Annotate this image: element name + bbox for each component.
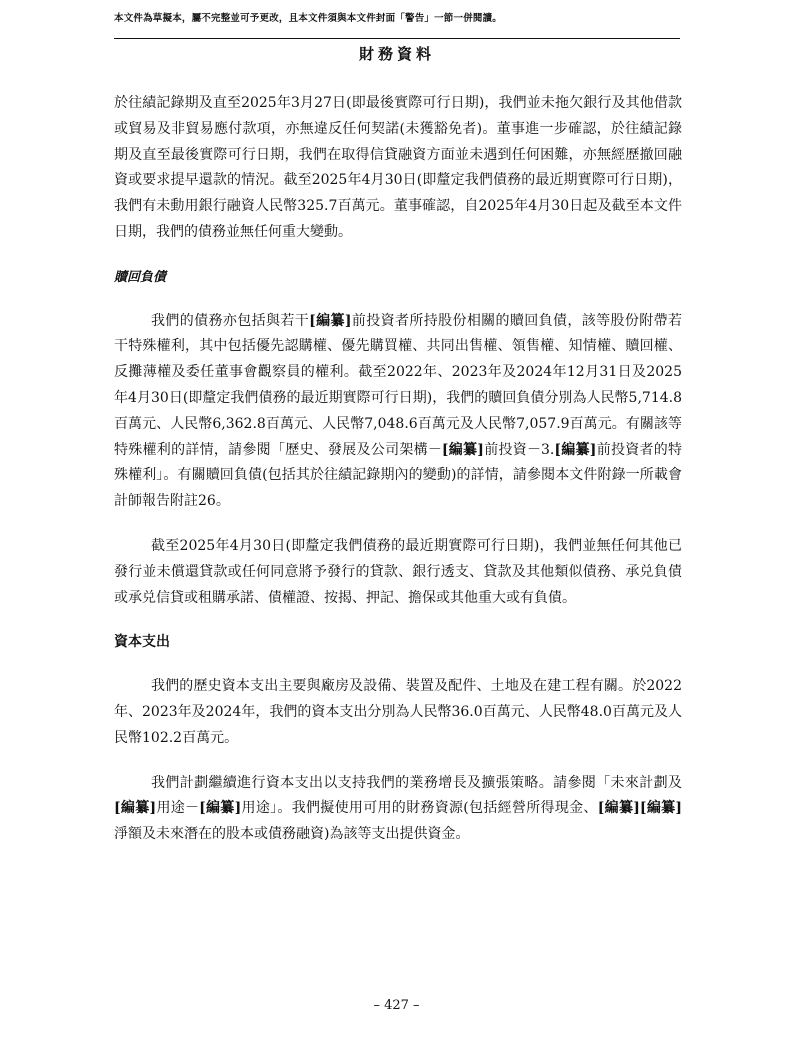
document-body (114, 91, 682, 848)
text-run: 用途」。我們擬使用可用的財務資源(包括經營所得現金、 (241, 800, 598, 817)
text-run: 前投資－3. (483, 441, 555, 458)
text-run: 淨額及未來潛在的股本或債務融資)為該等支出提供資金。 (114, 826, 470, 843)
redacted-marker: [編纂] (441, 441, 484, 458)
heading-capital-expenditure: 資本支出 (114, 634, 170, 651)
redacted-marker: [編纂] (597, 800, 640, 817)
text-run: 前投資者所持股份相關的贖回負債，該等股份附帶若干特殊權利，其中包括優先認購權、優先購買權、共同出售權、領售權、知情權、贖回權、反攤薄權及委任董事會觀察員的權利。截至2022年、2023年及2024年12月31日及2025年4月30日(即釐定我們債務的最近期實際可行日期)，我們的贖回負債分別為人民幣5,714.8百萬元、人民幣6,362.8百萬元、人民幣7,048.6百萬元及人民幣7,057.9百萬元。有關該等特殊權利的詳情，請參閱「歷史、發展及公司架構－ (114, 312, 683, 458)
paragraph-no-other-debt: 截至2025年4月30日(即釐定我們債務的最近期實際可行日期)，我們並無任何其他已發行並未償還貸款或任何同意將予發行的貸款、銀行透支、貸款及其他類似債務、承兑負債或承兑信貸或租購承諾、債權證、按揭、押記、擔保或其他重大或有負債。 (114, 537, 682, 606)
paragraph-redemption-liabilities (114, 309, 682, 515)
text-run: 我們計劃繼續進行資本支出以支持我們的業務增長及擴張策略。請參閱「未來計劃及 (151, 774, 682, 791)
page-number: – 427 – (373, 998, 420, 1013)
redacted-marker: [編纂] (639, 800, 683, 817)
redacted-marker: [編纂] (554, 441, 597, 458)
paragraph-capex-plan (114, 771, 682, 848)
paragraph-indebtedness-summary: 於往績記錄期及直至2025年3月27日(即最後實際可行日期)，我們並未拖欠銀行及其他借款或貿易及非貿易應付款項，亦無違反任何契諾(未獲豁免者)。董事進一步確認，於往績記錄期及直至最後實際可行日期，我們在取得信貸融資方面並未遇到任何困難，亦無經歷撤回融資或要求提早還款的情況。截至2025年4月30日(即釐定我們債務的最近期實際可行日期)，我們有未動用銀行融資人民幣325.7百萬元。董事確認，自2025年4月30日起及截至本文件日期，我們的債務並無任何重大變動。 (114, 95, 682, 240)
redacted-marker: [編纂] (309, 312, 352, 329)
paragraph-historical-capex: 我們的歷史資本支出主要與廠房及設備、裝置及配件、土地及在建工程有關。於2022年、2023年及2024年，我們的資本支出分別為人民幣36.0百萬元、人民幣48.0百萬元及人民幣102.2百萬元。 (114, 678, 682, 746)
draft-warning-notice: 本文件為草擬本，屬不完整並可予更改，且本文件須與本文件封面「警告」一節一併閱讀。 (114, 13, 503, 24)
text-run: 我們的債務亦包括與若干 (151, 312, 310, 329)
redacted-marker: [編纂] (199, 800, 242, 817)
heading-redemption-liabilities: 贖回負債 (114, 269, 167, 285)
section-title: 財務資料 (114, 38, 680, 64)
redacted-marker: [編纂] (114, 800, 157, 817)
text-run: 前投資者的特殊權利」。有關贖回負債(包括其於往績記錄期內的變動)的詳情，請參閱本文件附錄一所載會計師報告附註26。 (114, 441, 683, 510)
text-run: 用途－ (156, 800, 200, 817)
